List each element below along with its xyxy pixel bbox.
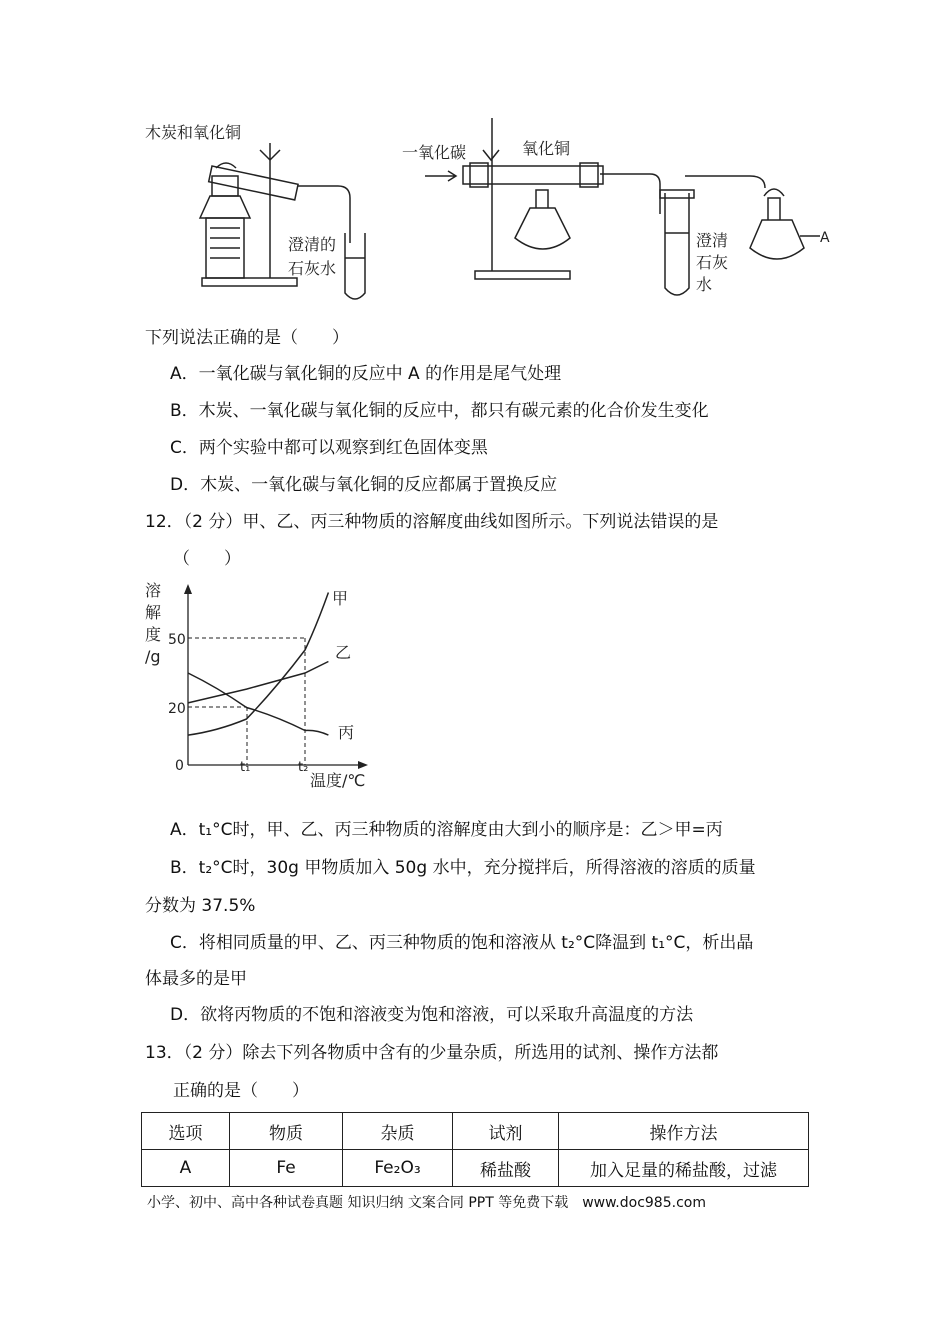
header-substance: 物质: [230, 1113, 343, 1150]
header-method: 操作方法: [559, 1113, 809, 1150]
q12-option-b-line1: B．t₂°C时，30g 甲物质加入 50g 水中，充分搅拌后，所得溶液的溶质的质量: [170, 858, 756, 878]
q12-option-d: D．欲将丙物质的不饱和溶液变为饱和溶液，可以采取升高温度的方法: [170, 1005, 694, 1025]
x-axis-arrow: [358, 761, 368, 769]
ylabel-char-2: 解: [145, 603, 162, 622]
header-option: 选项: [142, 1113, 230, 1150]
ylabel-char-1: 溶: [145, 581, 162, 600]
xlabel: 温度/℃: [310, 771, 366, 790]
curve-jia: [188, 593, 328, 736]
label-limewater-right-3: 水: [696, 275, 713, 294]
q12-option-c-line2: 体最多的是甲: [145, 969, 247, 989]
q11-option-c: C．两个实验中都可以观察到红色固体变黑: [170, 438, 488, 458]
q12-option-a: A．t₁°C时，甲、乙、丙三种物质的溶解度由大到小的顺序是：乙＞甲=丙: [170, 820, 723, 840]
footer-text: 小学、初中、高中各种试卷真题 知识归纳 文案合同 PPT 等免费下载 www.doc985.com: [147, 1195, 706, 1211]
cell-impurity: Fe₂O₃: [343, 1150, 453, 1187]
q12-stem-line2: （ ）: [173, 549, 241, 569]
table-row: [142, 1150, 809, 1187]
series-label-yi: 乙: [335, 643, 352, 662]
y-axis-arrow: [184, 584, 192, 594]
label-cuo: 氧化铜: [522, 139, 571, 158]
curve-yi: [188, 662, 328, 703]
origin-label: 0: [175, 758, 184, 774]
q11-option-b: B．木炭、一氧化碳与氧化铜的反应中，都只有碳元素的化合价发生变化: [170, 401, 709, 421]
cell-method: 加入足量的稀盐酸，过滤: [559, 1150, 809, 1187]
label-limewater-right-1: 澄清: [696, 231, 729, 250]
options-table: [141, 1112, 809, 1187]
q12-option-c-line1: C．将相同质量的甲、乙、丙三种物质的饱和溶液从 t₂°C降温到 t₁°C，析出晶: [170, 933, 754, 953]
label-limewater-left-1: 澄清的: [288, 235, 337, 254]
label-co: 一氧化碳: [402, 143, 467, 162]
q11-option-a: A．一氧化碳与氧化铜的反应中 A 的作用是尾气处理: [170, 364, 562, 384]
cell-substance: Fe: [230, 1150, 343, 1187]
series-label-jia: 甲: [332, 589, 349, 608]
cell-reagent: 稀盐酸: [453, 1150, 559, 1187]
table-header-row: [142, 1113, 809, 1150]
x-tick-t2: t₂: [298, 760, 309, 775]
label-limewater-right-2: 石灰: [696, 253, 729, 272]
y-tick-50: 50: [168, 632, 186, 648]
header-reagent: 试剂: [453, 1113, 559, 1150]
q12-option-b-line2: 分数为 37.5%: [145, 896, 256, 916]
q13-stem-line2: 正确的是（ ）: [173, 1081, 309, 1101]
q12-stem-line1: 12．（2 分）甲、乙、丙三种物质的溶解度曲线如图所示。下列说法错误的是: [145, 512, 719, 532]
y-tick-20: 20: [168, 701, 186, 717]
ylabel-char-3: 度: [145, 625, 162, 644]
cell-option: A: [142, 1150, 230, 1187]
label-a: A: [820, 230, 830, 246]
label-limewater-left-2: 石灰水: [288, 259, 337, 278]
label-charcoal-cuo: 木炭和氧化铜: [145, 123, 242, 142]
series-label-bing: 丙: [338, 723, 355, 742]
curve-bing: [188, 673, 328, 735]
q13-stem-line1: 13．（2 分）除去下列各物质中含有的少量杂质，所选用的试剂、操作方法都: [145, 1043, 719, 1063]
x-tick-t1: t₁: [240, 760, 251, 775]
solubility-chart: [140, 580, 380, 792]
q11-stem: 下列说法正确的是（ ）: [145, 328, 349, 348]
apparatus-figure: [140, 108, 840, 308]
q11-option-d: D．木炭、一氧化碳与氧化铜的反应都属于置换反应: [170, 475, 558, 495]
ylabel-char-4: /g: [145, 647, 161, 666]
header-impurity: 杂质: [343, 1113, 453, 1150]
